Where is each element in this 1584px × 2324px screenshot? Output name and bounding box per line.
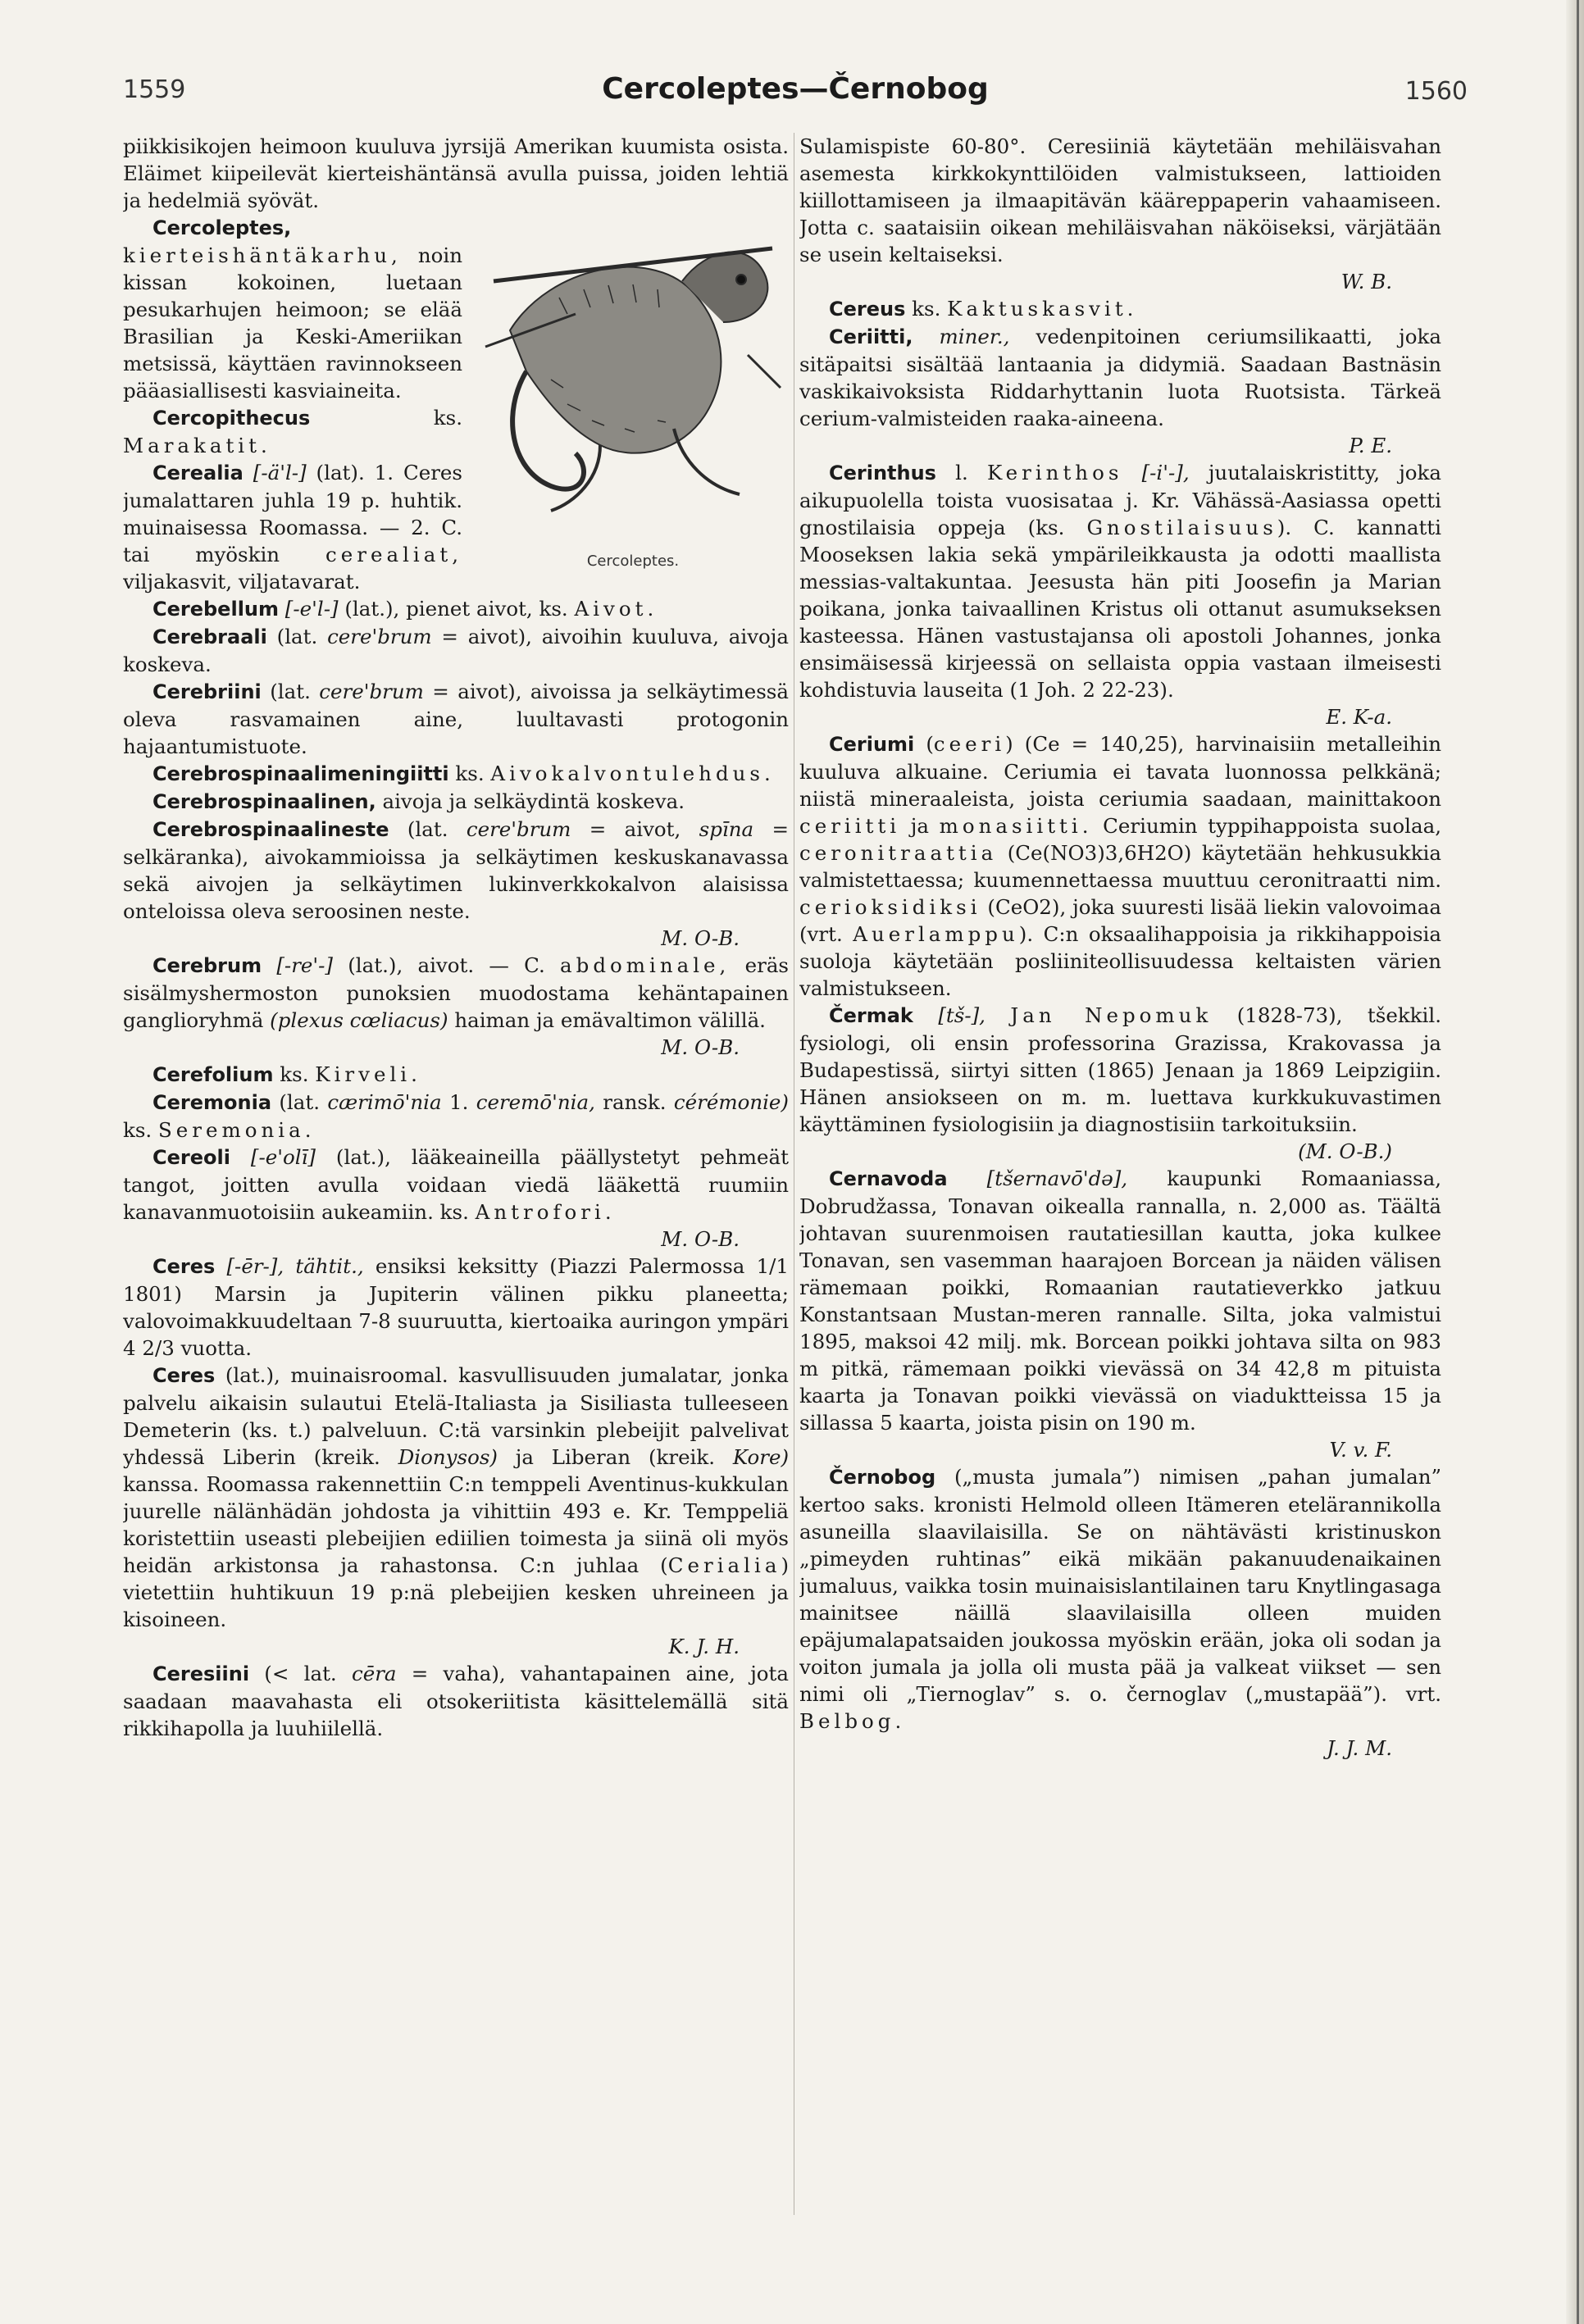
- entry-cerebellum: Cerebellum [-e'l-] (lat.), pienet aivot, ks. Aivot.: [152, 597, 658, 621]
- entry-continuation: piikkisikojen heimoon kuuluva jyrsijä Amerikan kuumista osista. Eläimet kiipeilevät kierteishäntänsä avulla puissa, joiden lehtiä ja hedelmiä syövät.: [123, 134, 789, 212]
- page-title: Cercoleptes—Černobog: [602, 72, 989, 106]
- kinkajou-drawing-icon: [477, 216, 789, 552]
- entry-cerebriini: Cerebriini (lat. cere'brum = aivot), aivoissa ja selkäytimessä oleva rasvamainen aine, luultavasti protogonin hajaantumistuote.: [123, 680, 789, 758]
- page-header: [123, 72, 1468, 113]
- entry-cerebrospinaalinen: Cerebrospinaalinen, aivoja ja selkäydintä koskeva.: [152, 789, 685, 813]
- author-signature: W. B.: [1340, 270, 1392, 293]
- entry-cereus: Cereus ks. Kaktuskasvit.: [829, 297, 1138, 321]
- author-signature: (M. O-B.): [1298, 1139, 1392, 1163]
- author-signature: P. E.: [1349, 434, 1392, 457]
- entry-ceres-goddess: Ceres (lat.), muinaisroomal. kasvullisuuden jumalatar, jonka palvelu aikaisin sulautui Etelä-Italiasta ja Sisiliasta tulleeseen Demeterin (ks. t.) palveluun. C:tä varsinkin plebeijit palvelivat yhdessä Liberin (kreik. Dionysos) ja Liberan (kreik. Kore) kanssa. Roomassa rakennettiin C:n temppeli Aventinus-kukkulan juurelle nälänhädän johdosta ja vihittiin 493 e. Kr. Temppeliä koristettiin useasti plebeijien ediilien toimesta ja siinä oli myös heidän arkistonsa ja rahastonsa. C:n juhlaa (Cerialia) vietettiin huhtikuun 19 p:nä plebeijien kesken uhreineen ja kisoineen. K. J. H.: [123, 1363, 789, 1658]
- entry-ceriumi: Ceriumi (ceeri) (Ce = 140,25), harvinaisiin metalleihin kuuluva alkuaine. Ceriumia ei tavata luonnossa pelkkänä; niistä mineraaleista, joista ceriumia saadaan, mainittakoon ceriitti ja monasiitti. Ceriumin typpihappoista suolaa, ceronitraattia (Ce(NO3)3,6H2O) käytetään hehkusukkia valmistettaessa; kuumennettaessa muuttuu ceronitraatti nim. cerioksidiksi (CeO2), joka suuresti lisää liekin valovoimaa (vrt. Auerlamppu). C:n oksaalihappoisia ja rikkihappoisia suoloja käytetään posliiniteollisuudessa keltaisten värien valmistukseen.: [799, 732, 1441, 1000]
- entry-ceriitti: Ceriitti, miner., vedenpitoinen ceriumsilikaatti, joka sitäpaitsi sisältää lantaania ja didymiä. Saadaan Bastnäsin vaskikaivoksista Riddarhyttanin luota Ruotsista. Tärkeä cerium-valmisteiden raaka-aineena. P. E.: [799, 325, 1441, 457]
- figure-caption: Cercoleptes.: [586, 553, 680, 570]
- entry-ceremonia: Ceremonia (lat. cærimō'nia 1. ceremō'nia, ransk. cérémonie) ks. Seremonia.: [123, 1090, 789, 1142]
- entry-cermak: Čermak [tš-], Jan Nepomuk (1828-73), tšekkil. fysiologi, oli ensin professorina Grazissa, Krakovassa ja Budapestissä, siirtyi sitten (1865) Jenaan ja 1869 Leipzigiin. Hänen ansiokseen on m. m. luettava kurkkukuvastimen käyttäminen fysiologisiin ja diagnostisiin tarkoituksiin. (M. O-B.): [799, 1003, 1441, 1163]
- entry-cerebrum: Cerebrum [-re'-] (lat.), aivot. — C. abdominale, eräs sisälmyshermoston punoksien muodostama kehäntapainen ganglioryhmä (plexus cœliacus) haiman ja emävaltimon välillä. M. O-B.: [123, 953, 789, 1059]
- entry-cernobog: Černobog („musta jumala”) nimisen „pahan jumalan” kertoo saks. kronisti Helmold olleen Itämeren etelärannikolla asuneilla slaavilaisilla. Se on nähtävästi kristinuskon „pimeyden ruhtinas” eikä mikään pakanuudenaikainen jumaluus, vaikka tosin muinaisislantilainen taru Knytlingasaga mainitsee näillä slaavilaisilla olleen muiden epäjumalapatsaiden joukossa myöskin erään, joka oli sodan ja voiton jumala ja jolla oli musta pää ja valkeat viikset — sen nimi oli „Tiernoglav” s. o. černoglav („mustapää”). vrt. Belbog. J. J. M.: [799, 1465, 1441, 1760]
- cercoleptes-illustration: [477, 216, 789, 576]
- author-signature: M. O-B.: [661, 1227, 740, 1251]
- page-number-right: 1560: [1404, 77, 1468, 106]
- scan-edge-line: [1577, 0, 1579, 2324]
- right-column: [799, 133, 1441, 2281]
- entry-cerinthus: Cerinthus l. Kerinthos [-i'-], juutalaiskristitty, joka aikupuolella toista vuosisataa j. Kr. Vähässä-Aasiassa opetti gnostilaisia oppeja (ks. Gnostilaisuus). C. kannatti Mooseksen lakia sekä ympärileikkausta ja odotti maallista messias-valtakuntaa. Jeesusta hän piti Joosefin ja Marian poikana, jonka taivaallinen Kristus oli ottanut asumukseksen kasteessa. Hänen vastustajansa oli apostoli Johannes, jonka ensimäisessä kirjeessä on sellaista oppia vastaan ilmeisesti kohdistuvia lauseita (1 Joh. 2 22-23). E. K-a.: [799, 461, 1441, 729]
- entry-ceres-planet: Ceres [-ēr-], tähtit., ensiksi keksitty (Piazzi Palermossa 1/1 1801) Marsin ja Jupiterin välinen pikku planeetta; valovoimakkuudeltaan 7-8 suuruutta, kiertoaika auringon ympäri 4 2/3 vuotta.: [123, 1254, 789, 1360]
- author-signature: K. J. H.: [668, 1635, 740, 1658]
- author-signature: M. O-B.: [661, 926, 740, 950]
- entry-cerebraali: Cerebraali (lat. cere'brum = aivot), aivoihin kuuluva, aivoja koskeva.: [123, 625, 789, 676]
- author-signature: E. K-a.: [1326, 705, 1392, 729]
- author-signature: V. v. F.: [1329, 1438, 1392, 1462]
- page-number-left: 1559: [123, 75, 186, 104]
- entry-cernavoda: Cernavoda [tšernavō'də], kaupunki Romaaniassa, Dobrudžassa, Tonavan oikealla rannalla, n. 2,000 as. Täältä johtavan suurenmoisen rautatiesillan kautta, joka kulkee Tonavan, sen vasemman haarajoen Borcean ja näiden välisen rämemaan poikki, Romaanian rautatieverkko jatkuu Konstantsaan Mustan-meren rannalle. Silta, joka valmistui 1895, maksoi 42 milj. mk. Borcean poikki johtava silta on 983 m pitkä, rämemaan poikki vievässä on 34 42,8 m pituista kaarta ja Tonavan poikki vievässä on viaduktteissa 15 ja sillassa 5 kaarta, joista pisin on 190 m. V. v. F.: [799, 1167, 1441, 1462]
- scan-edge: [1566, 0, 1584, 2324]
- entry-cercoleptes: Cercoleptes, kierteishäntäkarhu, noin kissan kokoinen, luetaan pesukarhujen heimoon; se elää Brasilian ja Keski-Ameriikan metsissä, käyttäen ravinnokseen pääasiallisesti kasviaineita.: [123, 216, 462, 402]
- entry-cereoli: Cereoli [-e'olī] (lat.), lääkeaineilla päällystetyt pehmeät tangot, joitten avulla voidaan viedä lääkettä ruumiin kanavanmuotoisiin aukeamiin. ks. Antrofori. M. O-B.: [123, 1145, 789, 1251]
- left-column: [123, 133, 789, 2281]
- entry-ceresiini: Ceresiini (< lat. cēra = vaha), vahantapainen aine, jota saadaan maavahasta eli otsokeriitista käsittelemällä sitä rikkihapolla ja luuhiilellä.: [123, 1662, 789, 1740]
- entry-continuation: Sulamispiste 60-80°. Ceresiiniä käytetään mehiläisvahan asemesta kirkkokynttilöiden valmistukseen, lattioiden kiillottamiseen ja ilmaapitävän kääreppaperin vahaamiseen. Jotta c. saataisiin oikean mehiläisvahan näköiseksi, värjätään se usein keltaiseksi. W. B.: [799, 134, 1441, 293]
- entry-cerealia: Cerealia [-ä'l-] (lat). 1. Ceres jumalattaren juhla 19 p. huhtik. muinaisessa Roomassa. — 2. C. tai myöskin cerealiat, viljakasvit, viljatavarat.: [123, 461, 462, 594]
- entry-cerebrospinaalineste: Cerebrospinaalineste (lat. cere'brum = aivot, spīna = selkäranka), aivokammioissa ja selkäytimen keskuskanavassa sekä aivojen ja selkäytimen lukinverkkokalvon alaisissa onteloissa oleva seroosinen neste. M. O-B.: [123, 817, 789, 950]
- author-signature: J. J. M.: [1327, 1736, 1392, 1760]
- entry-cerebrospinaalimeningiitti: Cerebrospinaalimeningiitti ks. Aivokalvontulehdus.: [152, 762, 775, 785]
- entry-cerefolium: Cerefolium ks. Kirveli.: [152, 1062, 421, 1086]
- entry-cercopithecus: Cercopithecus ks. Marakatit.: [123, 406, 462, 457]
- author-signature: M. O-B.: [661, 1035, 740, 1059]
